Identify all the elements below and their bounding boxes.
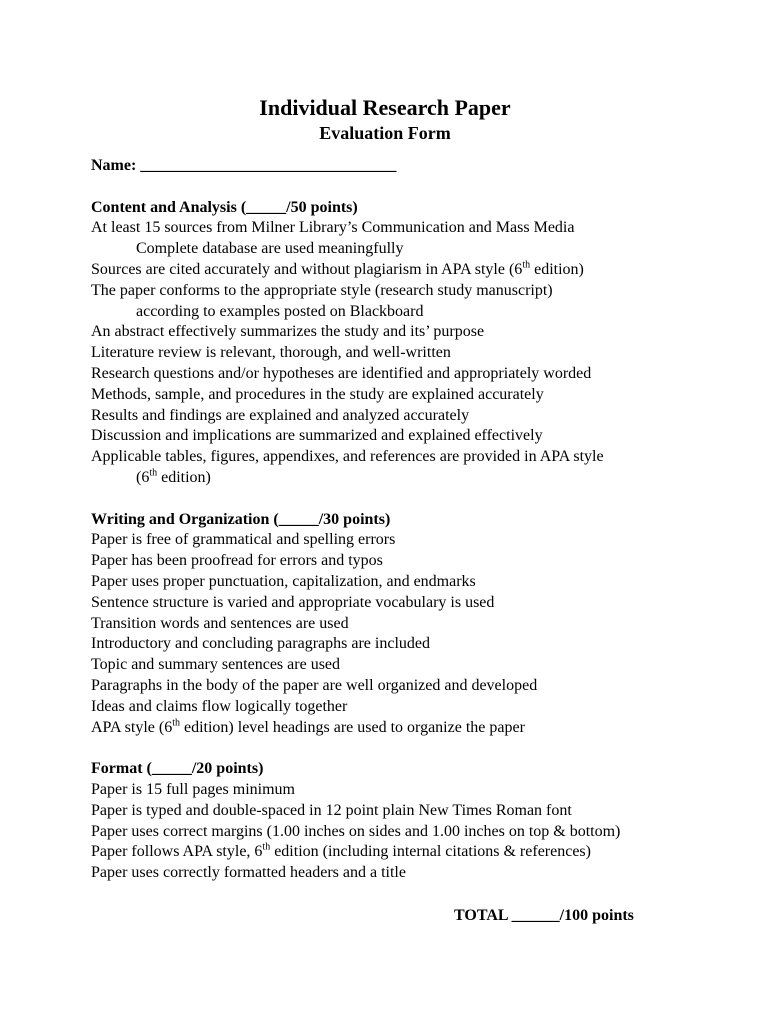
criterion-text: edition (including internal citations & references) <box>270 843 591 861</box>
criterion-line: Literature review is relevant, thorough, and well-written <box>91 344 451 362</box>
criterion-line-continued <box>91 468 731 489</box>
criterion-line: At least 15 sources from Milner Library’s Communication and Mass Media <box>91 219 575 237</box>
criterion-line-continued: according to examples posted on Blackboard <box>136 302 424 320</box>
superscript: th <box>262 841 271 853</box>
criterion-line: Paper is typed and double-spaced in 12 point plain New Times Roman font <box>91 801 572 819</box>
form-body <box>91 156 731 884</box>
criterion-line: Methods, sample, and procedures in the study are explained accurately <box>91 385 544 403</box>
criterion-text: edition) level headings are used to organize the paper <box>179 718 525 736</box>
criterion-text: edition) <box>530 260 584 278</box>
superscript: th <box>149 467 158 479</box>
writing-organization-heading: Writing and Organization (_____/30 points) <box>91 510 391 528</box>
criterion-line: Topic and summary sentences are used <box>91 656 341 674</box>
criterion-line: Paragraphs in the body of the paper are well organized and developed <box>91 676 538 694</box>
spacer <box>91 177 731 198</box>
criterion-line: Discussion and implications are summarized and explained effectively <box>91 427 543 445</box>
criterion-text: Paper follows APA style, 6 <box>91 843 263 861</box>
criterion-line <box>91 842 731 863</box>
spacer <box>91 738 731 759</box>
criterion-line: Applicable tables, figures, appendixes, and references are provided in APA style <box>91 448 604 466</box>
superscript: th <box>172 717 180 729</box>
criterion-text: APA style (6 <box>91 718 173 736</box>
criterion-line: Ideas and claims flow logically together <box>91 697 348 715</box>
document-subtitle: Evaluation Form <box>319 123 451 143</box>
criterion-line: The paper conforms to the appropriate style (research study manuscript) <box>91 281 553 299</box>
criterion-line: Paper is free of grammatical and spelling errors <box>91 531 396 549</box>
criterion-line: Results and findings are explained and analyzed accurately <box>91 406 470 424</box>
criterion-line-continued: Complete database are used meaningfully <box>136 240 404 258</box>
content-analysis-heading: Content and Analysis (_____/50 points) <box>91 198 358 216</box>
criterion-line: Paper uses proper punctuation, capitalization, and endmarks <box>91 572 476 590</box>
criterion-line <box>91 260 731 281</box>
document-title: Individual Research Paper <box>259 95 511 120</box>
criterion-text: (6 <box>136 468 150 486</box>
criterion-line: Paper uses correct margins (1.00 inches on sides and 1.00 inches on top & bottom) <box>91 822 621 840</box>
criterion-line: Sentence structure is varied and appropriate vocabulary is used <box>91 593 495 611</box>
criterion-line: Paper has been proofread for errors and typos <box>91 552 383 570</box>
superscript: th <box>522 259 531 271</box>
format-heading: Format (_____/20 points) <box>91 760 264 778</box>
total-points-line: TOTAL ______/100 points <box>454 907 634 924</box>
criterion-line: Paper is 15 full pages minimum <box>91 780 295 798</box>
criterion-line: Paper uses correctly formatted headers and a title <box>91 864 406 882</box>
criterion-line: Transition words and sentences are used <box>91 614 349 632</box>
spacer <box>91 489 731 510</box>
name-field-line: Name: ________________________________ <box>91 157 397 174</box>
criterion-line: Introductory and concluding paragraphs are included <box>91 635 430 653</box>
criterion-line: An abstract effectively summarizes the study and its’ purpose <box>91 323 485 341</box>
criterion-line <box>91 718 731 739</box>
criterion-text: Sources are cited accurately and without plagiarism in APA style (6 <box>91 260 523 278</box>
criterion-text: edition) <box>157 468 211 486</box>
criterion-line: Research questions and/or hypotheses are identified and appropriately worded <box>91 364 592 382</box>
